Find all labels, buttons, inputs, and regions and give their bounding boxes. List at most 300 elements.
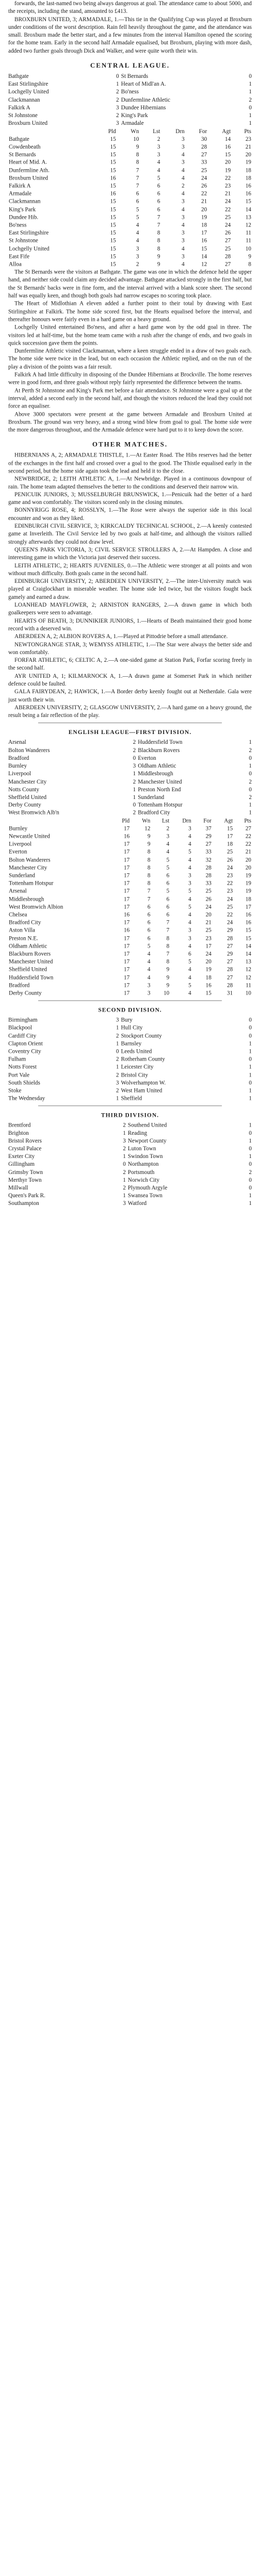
stat-cell: 4 [182, 175, 185, 182]
team-name: Cowdenbeath [9, 143, 41, 150]
stat-cell: 3 [157, 143, 160, 150]
stat-cell: 16 [110, 175, 116, 182]
stat-cell: 18 [227, 841, 233, 847]
stat-cell: 16 [245, 911, 251, 918]
stat-cell: 15 [205, 990, 212, 997]
stat-cell: 17 [124, 880, 130, 887]
team-name: Burnley [9, 825, 28, 832]
team-name: Reading [127, 1130, 148, 1136]
stat-cell: 4 [166, 841, 170, 847]
score: 2 [249, 778, 252, 785]
team-name: Brighton [8, 1130, 29, 1136]
team-name: Huddersfield Town [9, 974, 54, 981]
team-name: East Stirlingshire [9, 230, 49, 236]
table-row [7, 958, 253, 966]
team-name: Coventry City [8, 1048, 41, 1055]
result-row [7, 88, 253, 96]
stat-cell: 28 [205, 865, 212, 871]
stat-cell: 33 [205, 880, 212, 887]
report-paragraph: forwards, the last-named two being always dangerous at goal. The attendance came to about 5000, and the receipts, including the stand, amounted to £413. [8, 0, 252, 15]
stat-cell: 6 [136, 190, 139, 197]
score: 2 [133, 739, 136, 746]
stat-cell: 18 [201, 222, 207, 229]
report-paragraph: HEARTS OF BEATH, 3; DUNNIKIER JUNIORS, 1.—Hearts of Beath maintained their good home record with a deserved win. [8, 617, 252, 632]
result-row [7, 1017, 253, 1024]
stat-cell: 8 [147, 849, 151, 856]
second-division-heading: SECOND DIVISION. [98, 1007, 162, 1014]
table-row [7, 872, 253, 880]
result-row [7, 1056, 253, 1064]
stat-cell: 11 [246, 237, 251, 244]
stat-cell: 5 [166, 888, 170, 894]
stat-cell: 30 [201, 136, 207, 142]
report-paragraph: BONNYRIGG ROSE, 4; ROSSLYN, 1.—The Rose were always the superior side in this local encounter and won as they liked. [8, 507, 252, 521]
score: 0 [249, 1185, 252, 1192]
report-paragraph: LOANHEAD MAYFLOWER, 2; ARNISTON RANGERS, 2.—A drawn game in which both goalkeepers were seen to advantage. [8, 602, 252, 616]
result-row [7, 802, 253, 809]
stat-cell: 4 [147, 958, 151, 965]
score: 2 [249, 747, 252, 754]
central-league-reports [7, 269, 253, 434]
stat-cell: 19 [201, 214, 207, 221]
report-paragraph: NEWBRIDGE, 2; LEITH ATHLETIC A, 1.—At Newbridge. Played in a continuous downpour of rain. The home team adapted themselves the better to the conditions and deserved their narrow win. [8, 476, 252, 490]
result-row [7, 1130, 253, 1137]
team-name: Heart of Midl'an A. [121, 81, 166, 88]
team-name: Southend United [127, 1122, 167, 1129]
team-name: King's Park [9, 206, 36, 213]
team-name: Chelsea [9, 911, 27, 918]
team-name: Oldham Athletic [9, 943, 47, 950]
report-paragraph: ABERDEEN UNIVERSITY, 2; GLASGOW UNIVERSITY, 2.—A hard game on a heavy ground, the result being a fair reflection of the play. [8, 704, 252, 719]
stat-cell: 2 [157, 136, 160, 142]
stat-cell: 15 [110, 183, 116, 189]
stat-cell: 16 [245, 190, 251, 197]
stat-cell: 4 [188, 857, 191, 863]
stat-cell: 16 [245, 919, 251, 926]
report-paragraph: EDINBURGH CIVIL SERVICE, 3; KIRKCALDY TECHNICAL SCHOOL, 2.—A keenly contested game at Inverleith. The Civil Service led by two goals at half-time, and although the visitors rallied strongly afterwards they could not draw level. [8, 523, 252, 545]
stat-cell: 7 [136, 167, 139, 174]
stat-cell: 27 [225, 237, 231, 244]
score: 2 [133, 747, 136, 754]
stat-cell: 9 [166, 974, 170, 981]
stat-cell: 5 [147, 943, 151, 950]
report-paragraph: Lochgelly United entertained Bo'ness, and after a hard game won by the odd goal in three. The visitors led at half-time, but the home team came with a rush after the change of ends, and two goals in quick succession gave them the points. [8, 324, 252, 347]
central-league-table [7, 127, 253, 268]
team-name: Sheffield United [8, 794, 47, 801]
stat-cell: 19 [245, 159, 251, 166]
report-paragraph: GALA FAIRYDEAN, 2; HAWICK, 1.—A Border derby keenly fought out at Netherdale. Gala were just worth their win. [8, 689, 252, 703]
stat-cell: 15 [110, 230, 116, 236]
team-name: Bolton Wanderers [8, 747, 50, 754]
stat-cell: 27 [227, 943, 233, 950]
team-name: West Bromwich Alb'n [8, 810, 59, 817]
stat-cell: 17 [124, 966, 130, 973]
team-name: Everton [9, 849, 27, 856]
result-row [7, 73, 253, 80]
team-name: Arsenal [9, 888, 27, 894]
stat-cell: 15 [227, 825, 233, 832]
report-paragraph: PENICUIK JUNIORS, 3; MUSSELBURGH BRUNSWICK, 1.—Penicuik had the better of a hard game and won comfortably. The visitors scored only in the closing minutes. [8, 492, 252, 506]
team-name: Southampton [8, 1200, 39, 1207]
team-name: Stoke [8, 1087, 22, 1094]
result-row [7, 1153, 253, 1161]
stat-cell: 4 [136, 222, 139, 229]
team-name: Sheffield United [9, 966, 47, 973]
column-header [7, 127, 95, 135]
score: 0 [249, 786, 252, 793]
team-name: St Johnstone [8, 112, 38, 119]
stat-cell: 14 [225, 136, 231, 142]
team-name: Birmingham [8, 1017, 38, 1023]
stat-cell: 18 [245, 896, 251, 903]
stat-cell: 19 [225, 167, 231, 174]
stat-cell: 6 [147, 927, 151, 934]
english-league-results [7, 739, 253, 817]
table-row [7, 864, 253, 872]
stat-cell: 7 [166, 919, 170, 926]
score: 1 [249, 1095, 252, 1102]
score: 2 [116, 1087, 119, 1094]
team-name: Bradford [9, 982, 30, 989]
table-row [7, 230, 253, 237]
stat-cell: 12 [201, 261, 207, 268]
column-header: Wn [131, 128, 139, 135]
result-row [7, 1145, 253, 1153]
stat-cell: 5 [136, 206, 139, 213]
score: 2 [116, 1071, 119, 1078]
table-row [7, 849, 253, 856]
team-name: Bury [121, 1017, 133, 1023]
stat-cell: 2 [166, 825, 170, 832]
third-division-heading: THIRD DIVISION. [101, 1112, 159, 1119]
score: 2 [249, 1169, 252, 1176]
stat-cell: 26 [205, 896, 212, 903]
stat-cell: 4 [182, 190, 185, 197]
column-header: Agt [224, 818, 233, 824]
table-row [7, 950, 253, 958]
stat-cell: 29 [205, 833, 212, 840]
score: 2 [123, 1185, 126, 1192]
stat-cell: 28 [201, 143, 207, 150]
stat-cell: 17 [124, 865, 130, 871]
stat-cell: 4 [182, 151, 185, 158]
team-name: St Johnstone [9, 237, 38, 244]
stat-cell: 3 [182, 253, 185, 260]
stat-cell: 17 [124, 935, 130, 942]
team-name: Blackpool [8, 1024, 32, 1031]
stat-cell: 27 [201, 151, 207, 158]
table-row [7, 927, 253, 935]
stat-cell: 4 [182, 206, 185, 213]
score: 2 [116, 1032, 119, 1039]
column-header: Lst [161, 818, 170, 824]
report-paragraph: FORFAR ATHLETIC, 6; CELTIC A, 2.—A one-sided game at Station Park, Forfar scoring freely in the second half. [8, 657, 252, 672]
stat-cell: 5 [136, 214, 139, 221]
stat-cell: 8 [248, 261, 251, 268]
score: 0 [249, 1017, 252, 1023]
score: 1 [249, 1200, 252, 1207]
stat-cell: 24 [227, 865, 233, 871]
score: 2 [123, 1169, 126, 1176]
result-row [7, 1169, 253, 1177]
stat-cell: 6 [166, 911, 170, 918]
team-name: Clapton Orient [8, 1040, 43, 1047]
stat-cell: 25 [225, 246, 231, 252]
stat-cell: 6 [157, 183, 160, 189]
result-row [7, 762, 253, 770]
result-row [7, 112, 253, 120]
table-row [7, 911, 253, 919]
stat-cell: 4 [182, 261, 185, 268]
stat-cell: 15 [110, 261, 116, 268]
score: 2 [123, 1146, 126, 1152]
stat-cell: 24 [225, 199, 231, 205]
result-row [7, 755, 253, 762]
team-name: Port Vale [8, 1071, 30, 1078]
stat-cell: 21 [245, 143, 251, 150]
result-row [7, 1032, 253, 1040]
stat-cell: 29 [227, 951, 233, 957]
stat-cell: 20 [225, 159, 231, 166]
team-name: Wolverhampton W. [121, 1080, 166, 1086]
stat-cell: 17 [124, 857, 130, 863]
stat-cell: 22 [225, 206, 231, 213]
team-name: Exeter City [8, 1153, 35, 1160]
stat-cell: 17 [124, 951, 130, 957]
score: 2 [133, 778, 136, 785]
stat-cell: 9 [157, 261, 160, 268]
team-name: East Stirlingshire [8, 81, 48, 88]
stat-cell: 15 [110, 206, 116, 213]
score: 1 [249, 120, 252, 127]
column-header: Pts [244, 128, 251, 135]
stat-cell: 23 [225, 183, 231, 189]
score: 0 [249, 1080, 252, 1086]
stat-cell: 3 [136, 253, 139, 260]
team-name: Broxburn United [9, 175, 48, 182]
stat-cell: 3 [182, 199, 185, 205]
stat-cell: 20 [201, 206, 207, 213]
team-name: Leicester City [121, 1064, 154, 1070]
column-header: Wn [142, 818, 151, 824]
report-paragraph: HIBERNIANS A, 2; ARMADALE THISTLE, 1.—At Easter Road. The Hibs reserves had the better of the exchanges in the first half and crossed over a goal to the good. The Thistle equalised early in the second period, but the home side again took the lead and held it to the close. [8, 452, 252, 475]
team-name: Tottenham Hotspur [9, 880, 54, 887]
stat-cell: 23 [245, 136, 251, 142]
stat-cell: 4 [136, 230, 139, 236]
stat-cell: 15 [110, 253, 116, 260]
table-row [7, 222, 253, 230]
stat-cell: 27 [205, 841, 212, 847]
score: 2 [249, 794, 252, 801]
stat-cell: 3 [188, 927, 191, 934]
team-name: Sunderland [138, 794, 165, 801]
stat-cell: 18 [245, 175, 251, 182]
stat-cell: 15 [110, 246, 116, 252]
stat-cell: 24 [201, 175, 207, 182]
stat-cell: 19 [205, 966, 212, 973]
score: 1 [249, 1040, 252, 1047]
result-row [7, 96, 253, 104]
team-name: Brentford [8, 1122, 31, 1129]
stat-cell: 12 [144, 825, 151, 832]
stat-cell: 27 [245, 825, 251, 832]
stat-cell: 7 [166, 927, 170, 934]
team-name: Clackmannan [8, 96, 40, 103]
score: 1 [249, 1087, 252, 1094]
stat-cell: 3 [147, 990, 151, 997]
report-paragraph: AYR UNITED A, 1; KILMARNOCK A, 1.—A drawn game at Somerset Park in which neither defence could be faulted. [8, 673, 252, 687]
stat-cell: 17 [124, 896, 130, 903]
team-name: Dundee Hibernians [121, 104, 166, 111]
report-paragraph: QUEEN'S PARK VICTORIA, 3; CIVIL SERVICE STROLLERS A, 2.—At Hampden. A close and interesting game in which the Victoria just deserved their success. [8, 547, 252, 561]
stat-cell: 26 [201, 183, 207, 189]
team-name: Middlesbrough [9, 896, 44, 903]
stat-cell: 24 [205, 951, 212, 957]
result-row [7, 80, 253, 88]
stat-cell: 9 [147, 833, 151, 840]
team-name: The Wednesday [8, 1095, 45, 1102]
stat-cell: 17 [124, 919, 130, 926]
score: 3 [133, 762, 136, 769]
stat-cell: 3 [188, 825, 191, 832]
team-name: Falkirk A [9, 183, 31, 189]
stat-cell: 20 [245, 857, 251, 863]
score: 1 [249, 112, 252, 119]
stat-cell: 17 [124, 974, 130, 981]
score: 1 [116, 1064, 119, 1070]
report-paragraph: Falkirk A had little difficulty in disposing of the Dundee Hibernians at Brockville. The home reserves were in good form, and three goals without reply fairly represented the difference between the teams. [8, 371, 252, 386]
stat-cell: 3 [182, 214, 185, 221]
stat-cell: 6 [166, 872, 170, 879]
stat-cell: 3 [182, 230, 185, 236]
team-name: Bradford City [138, 810, 170, 817]
score: 3 [116, 104, 119, 111]
stat-cell: 32 [205, 857, 212, 863]
team-name: Bo'ness [9, 222, 27, 229]
table-row [7, 253, 253, 260]
stat-cell: 16 [110, 190, 116, 197]
column-header: Pld [108, 128, 116, 135]
team-name: Manchester City [9, 865, 47, 871]
stat-cell: 3 [188, 880, 191, 887]
team-name: Liverpool [8, 771, 31, 777]
stat-cell: 16 [225, 143, 231, 150]
stat-cell: 15 [201, 246, 207, 252]
other-matches-heading: OTHER MATCHES. [92, 440, 168, 448]
stat-cell: 16 [201, 237, 207, 244]
stat-cell: 23 [227, 888, 233, 894]
stat-cell: 22 [201, 190, 207, 197]
third-division-results [7, 1122, 253, 1208]
stat-cell: 4 [188, 896, 191, 903]
stat-cell: 8 [136, 159, 139, 166]
team-name: Portsmouth [127, 1169, 155, 1176]
stat-cell: 28 [205, 872, 212, 879]
stat-cell: 20 [205, 958, 212, 965]
central-league-results [7, 73, 253, 127]
column-header: Drn [175, 128, 185, 135]
report-paragraph: Dunfermline Athletic visited Clackmannan, where a keen struggle ended in a draw of two goals each. The home side were twice in the lead, but on each occasion the Athletic replied, and on the run of the play a division of the points was a fair result. [8, 348, 252, 370]
score: 1 [249, 1122, 252, 1129]
team-name: Bo'ness [121, 89, 139, 95]
result-row [7, 794, 253, 802]
team-name: Bristol Rovers [8, 1138, 42, 1145]
column-header [7, 817, 111, 825]
stat-cell: 24 [227, 896, 233, 903]
table-header-row [7, 127, 253, 135]
result-row [7, 1095, 253, 1103]
table-row [7, 895, 253, 903]
stat-cell: 27 [225, 261, 231, 268]
stat-cell: 4 [166, 849, 170, 856]
table-row [7, 151, 253, 159]
score: 0 [249, 755, 252, 761]
stat-cell: 3 [182, 159, 185, 166]
stat-cell: 23 [205, 935, 212, 942]
stat-cell: 4 [188, 911, 191, 918]
stat-cell: 4 [188, 974, 191, 981]
stat-cell: 22 [227, 880, 233, 887]
table-row [7, 174, 253, 182]
stat-cell: 25 [225, 214, 231, 221]
english-league-heading: ENGLISH LEAGUE—FIRST DIVISION. [68, 729, 192, 736]
stat-cell: 28 [227, 935, 233, 942]
stat-cell: 15 [110, 237, 116, 244]
team-name: Bathgate [8, 73, 29, 79]
stat-cell: 7 [166, 951, 170, 957]
stat-cell: 12 [245, 966, 251, 973]
stat-cell: 17 [124, 982, 130, 989]
stat-cell: 15 [110, 151, 116, 158]
team-name: Barnsley [121, 1040, 142, 1047]
team-name: East Fife [9, 253, 30, 260]
result-row [7, 120, 253, 127]
stat-cell: 20 [245, 865, 251, 871]
stat-cell: 22 [245, 841, 251, 847]
stat-cell: 4 [188, 943, 191, 950]
stat-cell: 3 [182, 237, 185, 244]
result-row [7, 778, 253, 786]
table-row [7, 841, 253, 849]
score: 1 [123, 1193, 126, 1199]
stat-cell: 4 [182, 246, 185, 252]
score: 0 [133, 755, 136, 761]
stat-cell: 4 [188, 865, 191, 871]
stat-cell: 22 [227, 911, 233, 918]
score: 2 [133, 810, 136, 817]
team-name: Dunfermline Athletic [121, 96, 171, 103]
stat-cell: 4 [182, 167, 185, 174]
stat-cell: 28 [227, 966, 233, 973]
table-row [7, 261, 253, 269]
stat-cell: 17 [124, 849, 130, 856]
stat-cell: 7 [136, 175, 139, 182]
team-name: Cardiff City [8, 1032, 37, 1039]
team-name: Arsenal [8, 739, 26, 746]
score: 0 [249, 1130, 252, 1136]
stat-cell: 3 [147, 982, 151, 989]
team-name: Notts Forest [8, 1064, 37, 1070]
column-header: For [203, 818, 212, 824]
column-header: For [199, 128, 207, 135]
stat-cell: 4 [157, 167, 160, 174]
score: 1 [116, 1024, 119, 1031]
score: 1 [133, 794, 136, 801]
stat-cell: 6 [147, 919, 151, 926]
other-matches-reports [7, 452, 253, 720]
result-row [7, 1184, 253, 1192]
stat-cell: 21 [205, 919, 212, 926]
